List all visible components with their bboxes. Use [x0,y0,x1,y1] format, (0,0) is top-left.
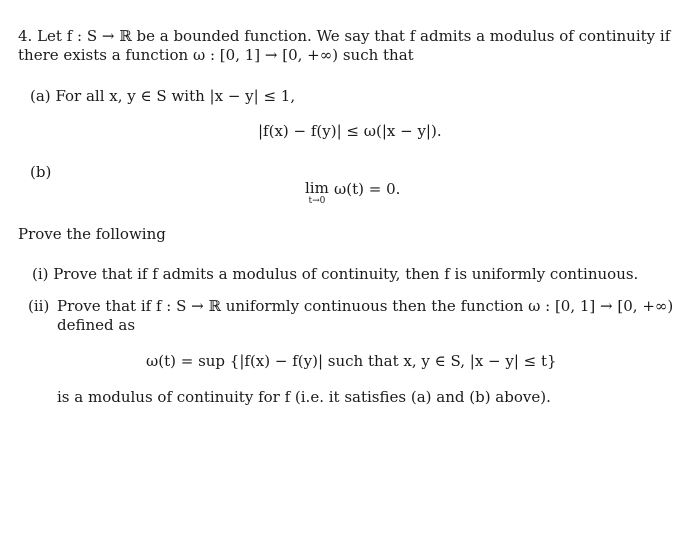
part-ii-conclusion: is a modulus of continuity for f (i.e. it satisfies (a) and (b) above). [57,388,551,406]
part-a-equation: |f(x) − f(y)| ≤ ω(|x − y|). [258,122,442,140]
part-ii-label: (ii) [28,297,50,315]
limit-operator [305,180,329,206]
intro-line-2: there exists a function ω : [0, 1] → [0, +∞) such that [18,46,414,64]
lim-word: lim [305,179,329,197]
problem-number: 4. [18,27,33,45]
part-i-label: (i) [32,265,49,283]
intro-line-1 [18,27,670,46]
part-ii-text-1: Prove that if f : S → ℝ uniformly continuous then the function ω : [0, 1] → [0, +∞) [57,297,674,315]
part-b-label: (b) [30,163,52,181]
prove-heading: Prove the following [18,225,166,243]
part-i [32,265,638,284]
part-ii-text-2: defined as [57,316,136,334]
part-i-text: Prove that if f admits a modulus of continuity, then f is uniformly continuous. [53,265,639,283]
lim-subscript: t→0 [308,196,326,206]
part-b-equation: ω(t) = 0. [334,180,401,198]
part-a-label: (a) [30,87,51,105]
part-a [30,87,295,106]
part-a-text: For all x, y ∈ S with |x − y| ≤ 1, [55,87,296,105]
part-ii-equation: ω(t) = sup {|f(x) − f(y)| such that x, y ∈ S, |x − y| ≤ t} [146,352,557,370]
intro-text-1: Let f : S → ℝ be a bounded function. We say that f admits a modulus of continuity if [37,27,671,45]
